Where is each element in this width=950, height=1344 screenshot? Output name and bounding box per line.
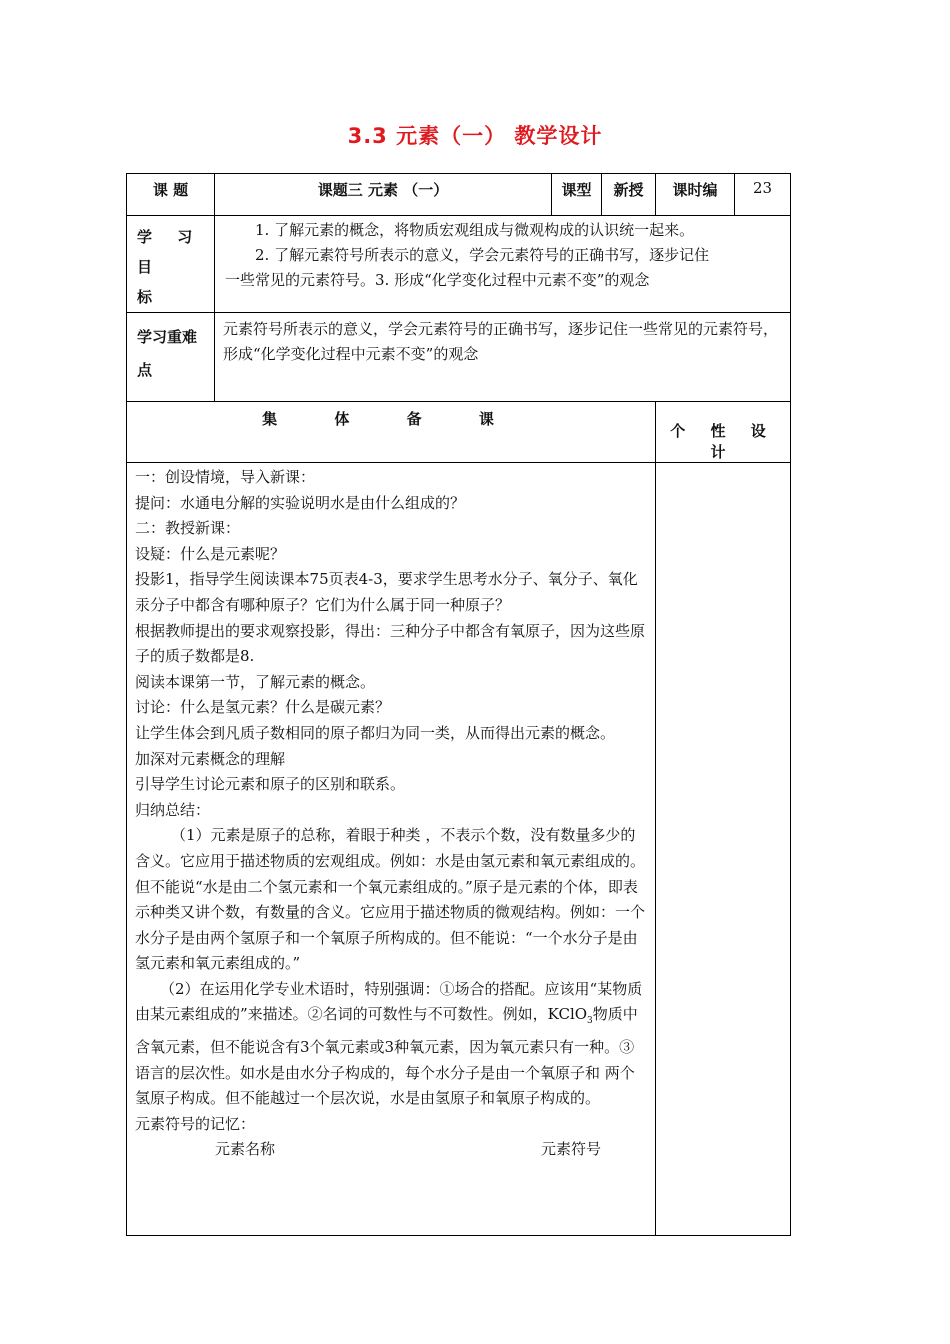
- period-value: 23: [735, 174, 791, 216]
- summary-point-2-part-a: （2）在运用化学专业术语时，特别强调：①场合的搭配。应该用“某物质由某元素组成的”来描述。②名词的可数性与不可数性。例如，KClO: [135, 979, 643, 1024]
- content-paragraph: 设疑：什么是元素呢？: [135, 544, 286, 563]
- type-value: 新授: [602, 174, 656, 216]
- goals-label: [127, 216, 215, 313]
- page-title: 3.3 元素（一） 教学设计: [347, 124, 603, 148]
- goal-line-1: 1. 了解元素的概念，将物质宏观组成与微观构成的认识统一起来。: [255, 221, 695, 239]
- key-points-text: 元素符号所表示的意义，学会元素符号的正确书写，逐步记住一些常见的元素符号，形成“化学变化过程中元素不变”的观念: [215, 313, 791, 402]
- key-points-label: [127, 313, 215, 402]
- content-paragraph: 加深对元素概念的理解: [135, 749, 286, 768]
- summary-point-2-part-b: 物质中含氧元素，但不能说含有3个氧元素或3种氧元素，因为氧元素只有一种。③语言的层次性。如水是由水分子构成的，每个水分子是由一个氧原子和 两个氢原子构成。但不能越过一个层次说，水是由氢原子和氧原子构成的。: [135, 1005, 638, 1108]
- symbol-table-header: [135, 1137, 647, 1163]
- content-paragraph: 讨论：什么是氢元素？什么是碳元素？: [135, 698, 391, 717]
- key-points-label-line2: 点: [137, 361, 153, 379]
- lesson-plan-table: [126, 173, 791, 1236]
- element-symbol-column: 元素符号: [541, 1140, 602, 1159]
- topic-label: 课 题: [127, 174, 215, 216]
- element-name-column: 元素名称: [215, 1140, 276, 1159]
- topic-value: 课题三 元素 （一）: [215, 174, 552, 216]
- content-paragraph: 归纳总结：: [135, 800, 211, 819]
- goals-row: [127, 216, 791, 313]
- key-points-row: [127, 313, 791, 402]
- goals-label-line2: 标: [137, 288, 163, 306]
- content-paragraph: 提问：水通电分解的实验说明水是由什么组成的？: [135, 493, 466, 512]
- summary-point-1: （1）元素是原子的总称，着眼于种类 ，不表示个数，没有数量多少的含义。它应用于描述物质的宏观组成。例如：水是由氢元素和氧元素组成的。但不能说“水是由二个氢元素和一个氧元素组成的。”原子是元素的个体，即表示种类又讲个数，有数量的含义。它应用于描述物质的微观结构。例如：一个水分子是由两个氢原子和一个氧原子所构成的。但不能说：“一个水分子是由氢元素和氧元素组成的。”: [135, 826, 646, 973]
- collective-section-title: 集 体 备 课: [127, 402, 656, 463]
- header-row: [127, 174, 791, 216]
- content-paragraph: 让学生体会到凡质子数相同的原子都归为同一类，从而得出元素的概念。: [135, 723, 616, 742]
- personal-section-title: 个 性 设 计: [656, 402, 791, 463]
- type-label: 课型: [552, 174, 602, 216]
- content-paragraph: 二：教授新课：: [135, 519, 241, 538]
- period-label: 课时编: [656, 174, 735, 216]
- subscript-3: 3: [587, 1016, 593, 1027]
- goal-line-3: 一些常见的元素符号。3. 形成“化学变化过程中元素不变”的观念: [225, 271, 650, 289]
- goals-text: [215, 216, 791, 313]
- goal-line-2: 2. 了解元素符号所表示的意义，学会元素符号的正确书写，逐步记住: [255, 246, 710, 264]
- lesson-content: [127, 463, 656, 1236]
- content-paragraph: 元素符号的记忆：: [135, 1114, 256, 1133]
- section-header-row: [127, 402, 791, 463]
- content-paragraph: 投影1，指导学生阅读课本75页表4-3，要求学生思考水分子、氧分子、氧化汞分子中都含有哪种原子？它们为什么属于同一种原子？: [135, 570, 638, 614]
- key-points-label-line1: 学习重难: [137, 328, 198, 346]
- content-paragraph: 一：创设情境，导入新课：: [135, 468, 316, 486]
- summary-point-2: [135, 977, 647, 1112]
- content-paragraph: 根据教师提出的要求观察投影，得出：三种分子中都含有氧原子，因为这些原子的质子数都是8.: [135, 621, 646, 666]
- content-paragraph: 阅读本课第一节，了解元素的概念。: [135, 672, 376, 691]
- goals-label-line1: 学 习 目: [137, 228, 203, 276]
- content-row: [127, 463, 791, 1236]
- content-paragraph: 引导学生讨论元素和原子的区别和联系。: [135, 775, 406, 794]
- personal-design-cell[interactable]: [656, 463, 791, 1236]
